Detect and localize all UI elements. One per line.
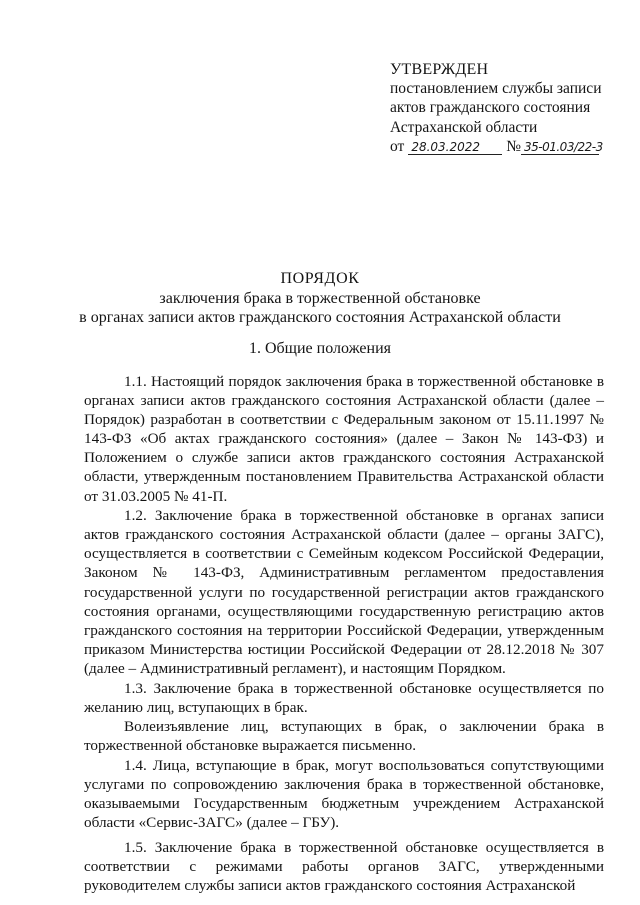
- handwritten-date: 28.03.2022: [408, 140, 502, 155]
- approval-line-2: актов гражданского состояния: [390, 99, 591, 117]
- paragraph: Волеизъявление лиц, вступающих в брак, о заключении брака в торжественной обстановке выражается письменно.: [84, 718, 604, 755]
- approval-stamp-block: [390, 60, 630, 156]
- date-prefix: от: [390, 137, 405, 155]
- document-title-block: [0, 269, 640, 327]
- document-title: ПОРЯДОК: [280, 270, 360, 287]
- handwritten-number: 35-01.03/22-3: [521, 140, 599, 155]
- approval-date-number-line: [390, 137, 630, 156]
- paragraph: 1.3. Заключение брака в торжественной обстановке осуществляется по желанию лиц, вступающих в брак.: [84, 679, 604, 716]
- approval-line-1: постановлением службы записи: [390, 80, 602, 98]
- approval-title: УТВЕРЖДЕН: [390, 61, 489, 78]
- document-subtitle-line-1: заключения брака в торжественной обстановке: [159, 290, 481, 307]
- paragraph: 1.5. Заключение брака в торжественной обстановке осуществляется в соответствии с режимами работы органов ЗАГС, утвержденными руководителем службы записи актов гражданского состояния Астраханской: [84, 839, 604, 895]
- document-body: [84, 372, 604, 896]
- paragraph: 1.4. Лица, вступающие в брак, могут воспользоваться сопутствующими услугами по сопровождению заключения брака в торжественной обстановке, оказываемыми Государственным бюджетным учреждением Астраханской области «Сервис-ЗАГС» (далее – ГБУ).: [84, 756, 604, 832]
- paragraph: 1.1. Настоящий порядок заключения брака в торжественной обстановке в органах записи актов гражданского состояния Астраханской области (далее – Порядок) разработан в соответствии с Федеральным законом от 15.11.1997 № 143-ФЗ «Об актах гражданского состояния» (далее – Закон № 143-ФЗ) и Положением о службе записи актов гражданского состояния Астраханской области, утвержденным постановлением Правительства Астраханской области от 31.03.2005 № 41-П.: [84, 373, 604, 505]
- approval-line-3: Астраханской области: [390, 118, 538, 136]
- document-subtitle-line-2: в органах записи актов гражданского состояния Астраханской области: [79, 309, 561, 326]
- paragraph: 1.2. Заключение брака в торжественной обстановке в органах записи актов гражданского состояния Астраханской области (далее – органы ЗАГС), осуществляется в соответствии с Семейным кодексом Российской Федерации, Законом № 143-ФЗ, Административным регламентом предоставления государственной услуги по государственной регистрации актов гражданского состояния органами, осуществляющими государственную регистрацию актов гражданского состояния на территории Российской Федерации, утвержденным приказом Министерства юстиции Российской Федерации от 28.12.2018 № 307 (далее – Административный регламент), и настоящим Порядком.: [84, 507, 604, 677]
- number-prefix: №: [506, 137, 521, 155]
- section-heading: 1. Общие положения: [248, 340, 392, 357]
